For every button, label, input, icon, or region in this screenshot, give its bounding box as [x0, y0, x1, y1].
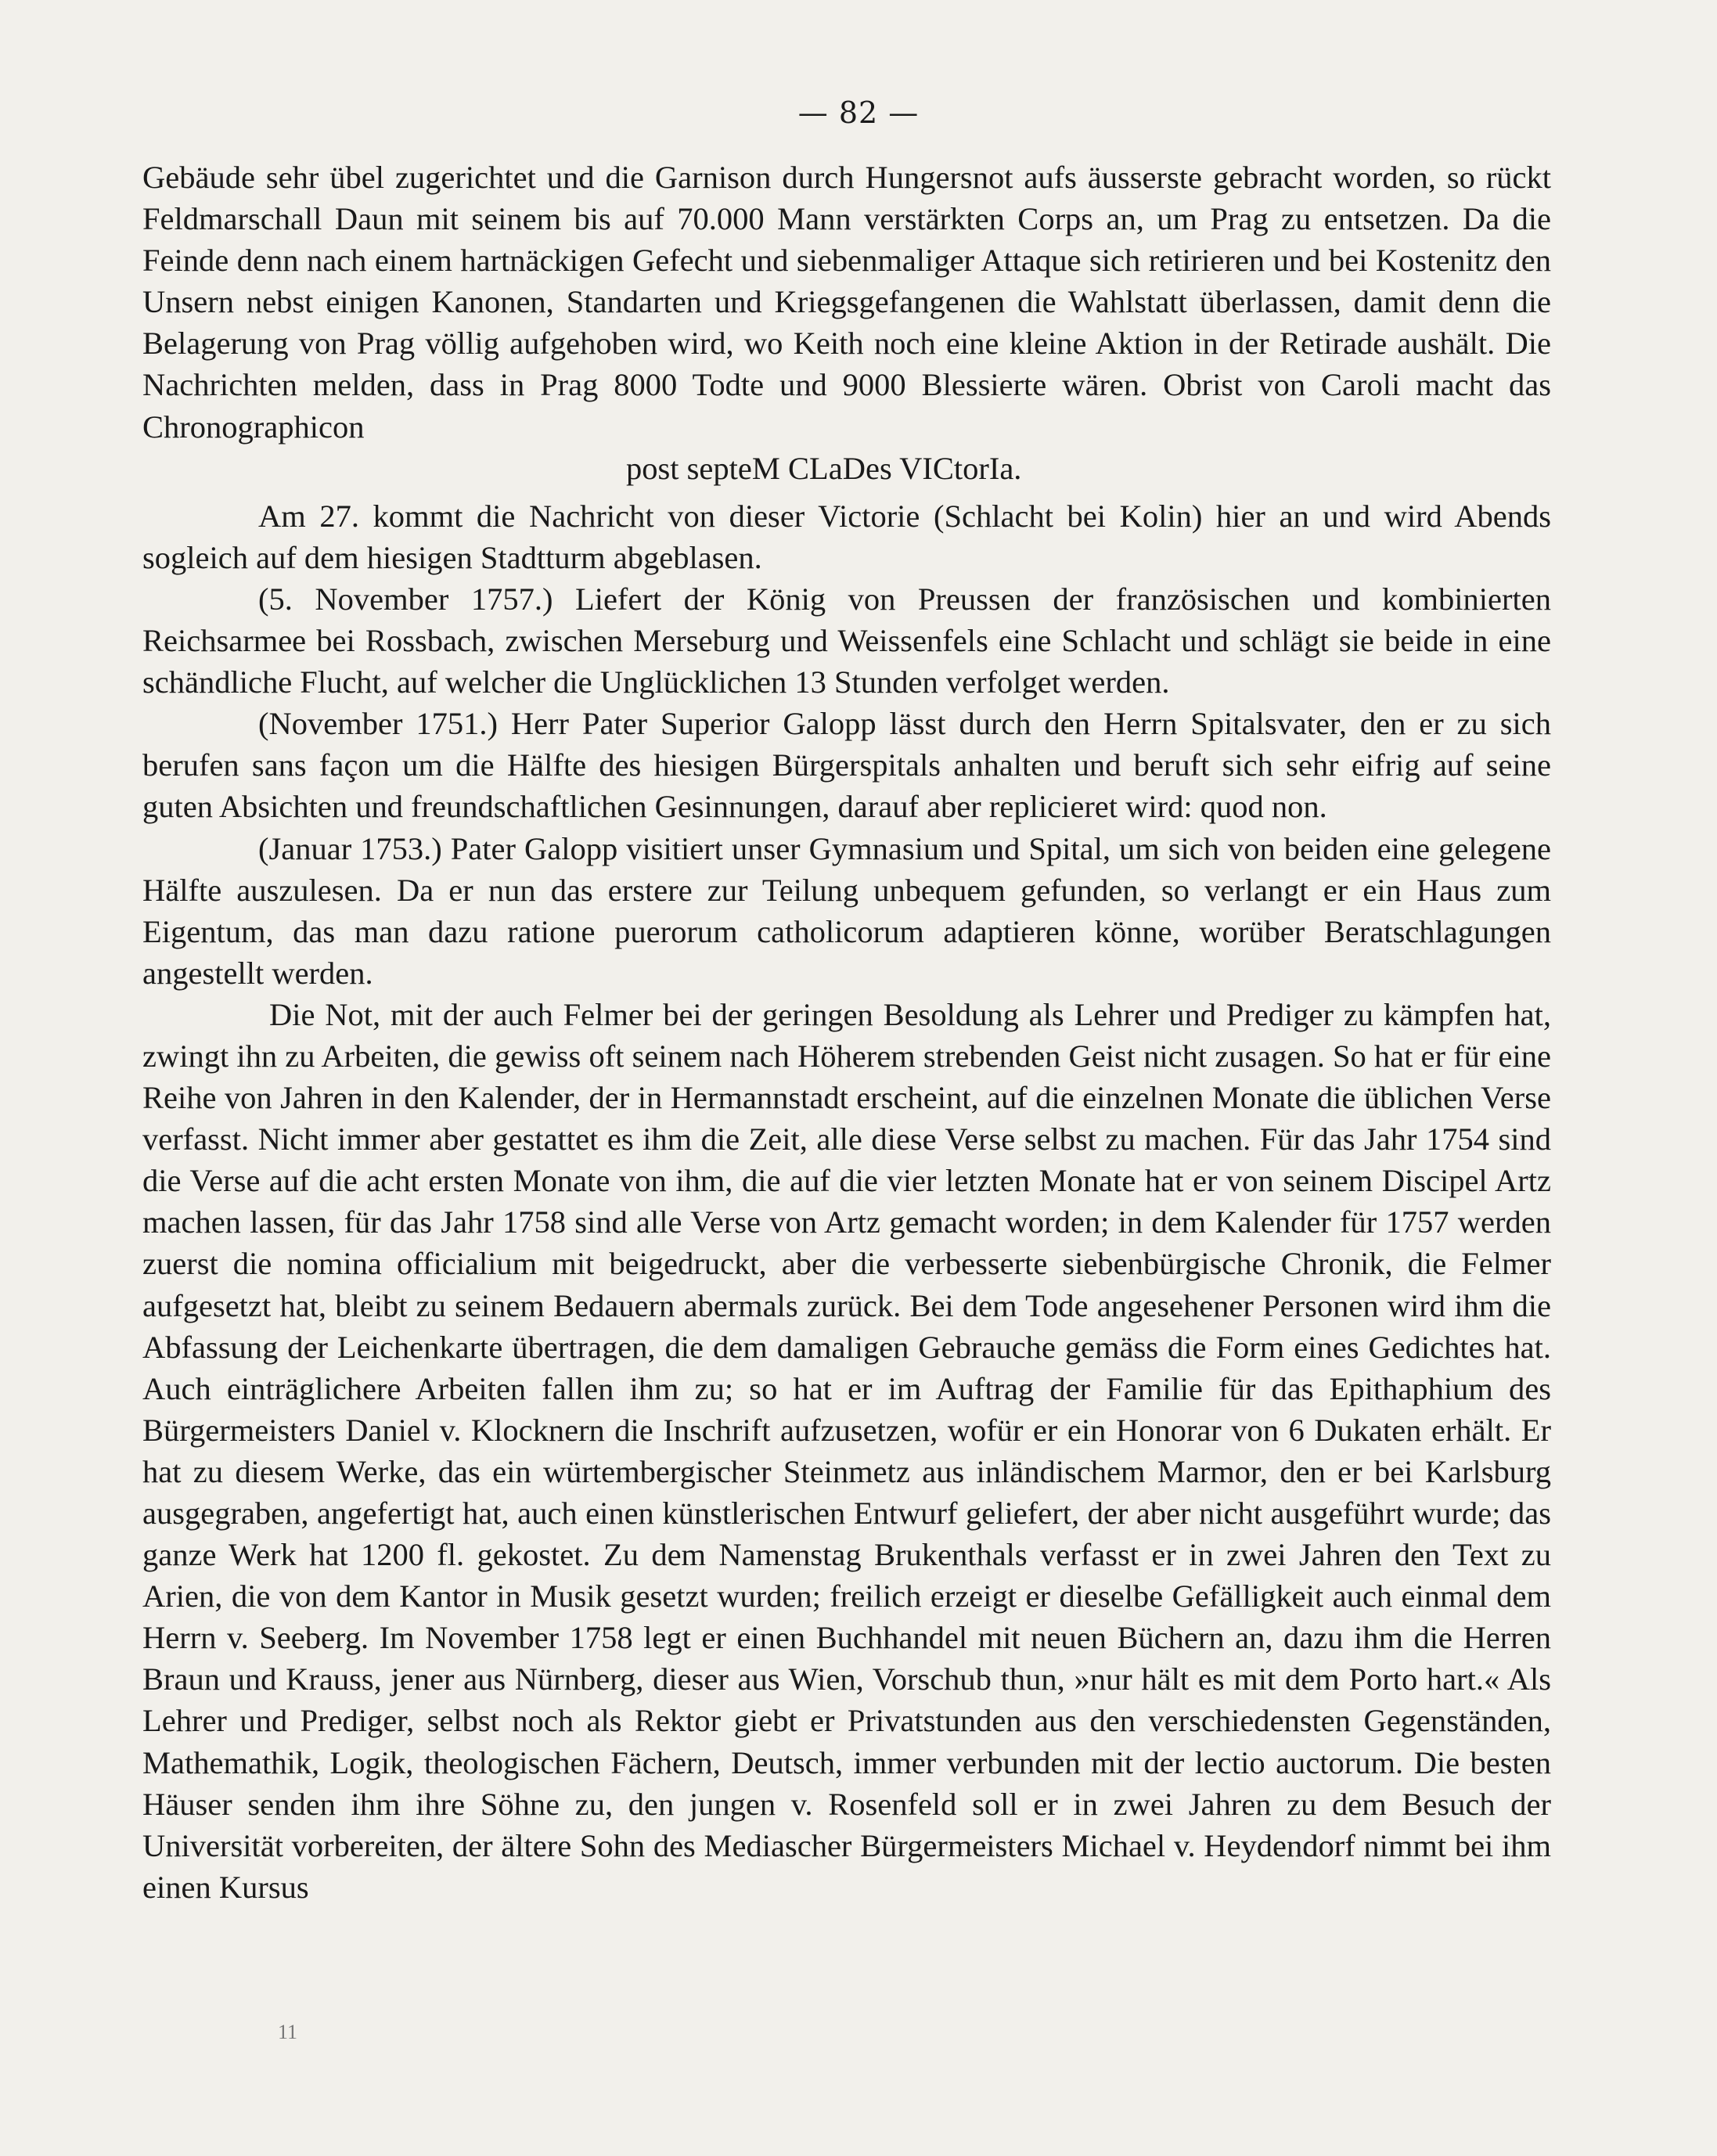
paragraph-siege-prague: Gebäude sehr übel zugerichtet und die Garnison durch Hungersnot aufs äusserste gebracht worden, so rückt Feldmarschall Daun mit seinem bis auf 70.000 Mann verstärkten Corps an, um Prag zu entsetzen. Da die Feinde denn nach einem hartnäckigen Gefecht und siebenmaliger Attaque sich retirieren und bei Kostenitz den Unsern nebst einigen Kanonen, Standarten und Kriegsgefangenen die Wahlstatt überlassen, damit denn die Belagerung von Prag völlig aufgehoben wird, wo Keith noch eine kleine Aktion in der Retirade aushält. Die Nachrichten melden, dass in Prag 8000 Todte und 9000 Blessierte wären. Obrist von Caroli macht das Chronographicon — [142, 160, 1551, 445]
chronographicon: post septeM CLaDes VICtorIa. — [626, 450, 1022, 486]
paragraph-rossbach: (5. November 1757.) Liefert der König von Preussen der französischen und kombinierten Reichsarmee bei Rossbach, zwischen Merseburg und Weissenfels eine Schlacht und schlägt sie beide in eine schändliche Flucht, auf welcher die Unglücklichen 13 Stunden verfolget werden. — [142, 581, 1551, 700]
paragraph-felmer: Die Not, mit der auch Felmer bei der geringen Besoldung als Lehrer und Prediger zu kämpfen hat, zwingt ihn zu Arbeiten, die gewiss oft seinem nach Höherem strebenden Geist nicht zusagen. So hat er für eine Reihe von Jahren in den Kalender, der in Hermannstadt erscheint, auf die einzelnen Monate die üblichen Verse verfasst. Nicht immer aber gestattet es ihm die Zeit, alle diese Verse selbst zu machen. Für das Jahr 1754 sind die Verse auf die acht ersten Monate von ihm, die auf die vier letzten Monate hat er von seinem Discipel Artz machen lassen, für das Jahr 1758 sind alle Verse von Artz gemacht worden; in dem Kalender für 1757 werden zuerst die nomina officialium mit beigedruckt, aber die verbesserte siebenbürgische Chronik, die Felmer aufgesetzt hat, bleibt zu seinem Bedauern abermals zurück. Bei dem Tode angesehener Personen wird ihm die Abfassung der Leichenkarte übertragen, die dem damaligen Gebrauche gemäss die Form eines Gedichtes hat. Auch einträglichere Arbeiten fallen ihm zu; so hat er im Auftrag der Familie für das Epithaphium des Bürgermeisters Daniel v. Klocknern die Inschrift aufzusetzen, wofür er ein Honorar von 6 Dukaten erhält. Er hat zu diesem Werke, das ein würtembergischer Steinmetz aus inländischem Marmor, den er bei Karlsburg ausgegraben, angefertigt hat, auch einen künstlerischen Entwurf geliefert, der aber nicht ausgeführt wurde; das ganze Werk hat 1200 fl. gekostet. Zu dem Namenstag Brukenthals verfasst er in zwei Jahren den Text zu Arien, die von dem Kantor in Musik gesetzt wurden; freilich erzeigt er dieselbe Gefälligkeit auch einmal dem Herrn v. Seeberg. Im November 1758 legt er einen Buchhandel mit neuen Büchern an, dazu ihm die Herren Braun und Krauss, jener aus Nürnberg, dieser aus Wien, Vorschub thun, »nur hält es mit dem Porto hart.« Als Lehrer und Prediger, selbst noch als Rektor giebt er Privatstunden aus den verschiedensten Gegenständen, Mathemathik, Logik, theologischen Fächern, Deutsch, immer verbunden mit der lectio auctorum. Die besten Häuser senden ihm ihre Söhne zu, den jungen v. Rosenfeld soll er in zwei Jahren zu dem Besuch der Universität vorbereiten, der ältere Sohn des Mediascher Bürgermeisters Michael v. Heydendorf nimmt bei ihm einen Kursus — [142, 996, 1551, 1905]
paragraph-galopp-1751: (November 1751.) Herr Pater Superior Galopp lässt durch den Herrn Spitalsvater, den er zu sich berufen sans façon um die Hälfte des hiesigen Bürgerspitals anhalten und beruft sich sehr eifrig auf seine guten Absichten und freundschaftlichen Gesinnungen, darauf aber replicieret wird: quod non. — [142, 706, 1551, 825]
paragraph-galopp-1753: (Januar 1753.) Pater Galopp visitiert unser Gymnasium und Spital, um sich von beiden eine gelegene Hälfte auszulesen. Da er nun das erstere zur Teilung unbequem gefunden, so verlangt er ein Haus zum Eigentum, das man dazu ratione puerorum catholicorum adaptieren könne, worüber Beratschlagungen angestellt werden. — [142, 830, 1551, 991]
paragraph-victorie: Am 27. kommt die Nachricht von dieser Victorie (Schlacht bei Kolin) hier an und wird Abends sogleich auf dem hiesigen Stadtturm abgeblasen. — [142, 498, 1551, 575]
page-number: — 82 — — [797, 95, 920, 130]
body-text — [142, 157, 1551, 1908]
spacer — [142, 489, 1551, 495]
signature-mark: 11 — [278, 2021, 298, 2043]
